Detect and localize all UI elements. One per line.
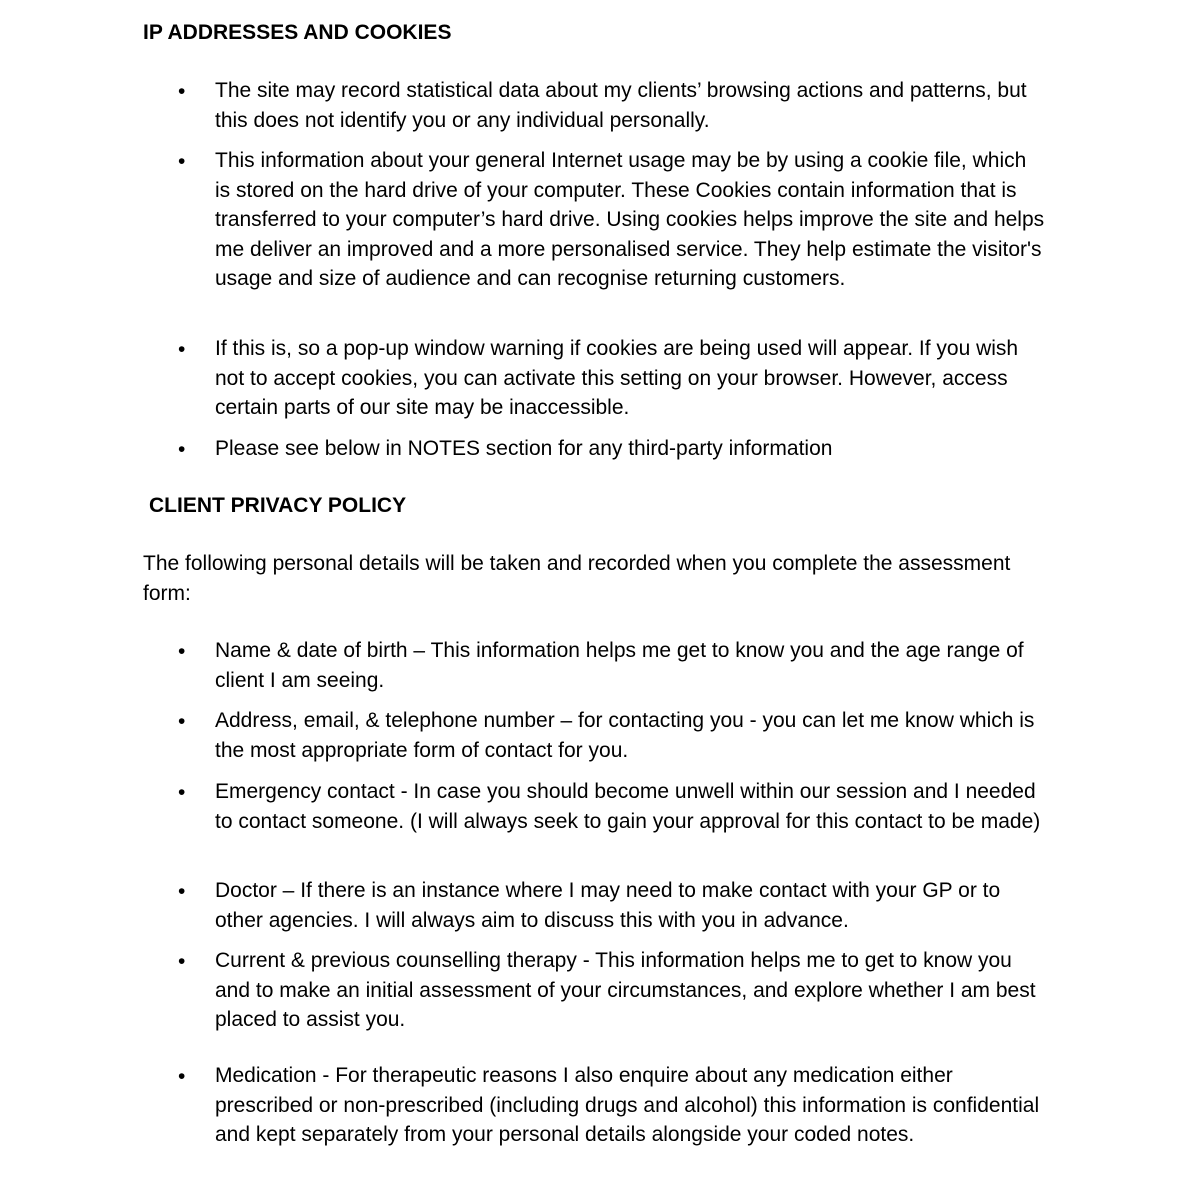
list-item: Doctor – If there is an instance where I may need to make contact with your GP or to other agencies. I will always aim to discuss this with you in advance.	[215, 879, 1001, 932]
bullet-marker: •	[178, 438, 186, 461]
list-item: Address, email, & telephone number – for contacting you - you can let me know which is the most appropriate form of contact for you.	[215, 709, 1035, 762]
list-item: Current & previous counselling therapy - This information helps me to get to know you and to make an initial assessment of your circumstances, and explore whether I am best placed to assist you.	[215, 949, 1036, 1031]
bullet-marker: •	[178, 781, 186, 804]
list-item: Medication - For therapeutic reasons I also enquire about any medication either prescribed or non-prescribed (including drugs and alcohol) this information is confidential and kept separately from your personal details alongside your coded notes.	[215, 1064, 1040, 1146]
bullet-marker: •	[178, 880, 186, 903]
bullet-marker: •	[178, 338, 186, 361]
bullet-marker: •	[178, 640, 186, 663]
list-item: Emergency contact - In case you should become unwell within our session and I needed to contact someone. (I will always seek to gain your approval for this contact to be made)	[215, 780, 1041, 833]
list-item: If this is, so a pop-up window warning if cookies are being used will appear. If you wish not to accept cookies, you can activate this setting on your browser. However, access certain parts of our site may be inaccessible.	[215, 337, 1019, 419]
list-item: Please see below in NOTES section for any third-party information	[215, 437, 833, 460]
list-item: Name & date of birth – This information helps me get to know you and the age range of client I am seeing.	[215, 639, 1024, 692]
bullet-marker: •	[178, 710, 186, 733]
list-item: This information about your general Internet usage may be by using a cookie file, which is stored on the hard drive of your computer. These Cookies contain information that is transferred to your computer’s hard drive. Using cookies helps improve the site and helps me deliver an improved and a more personalised service. They help estimate the visitor's usage and size of audience and can recognise returning customers.	[215, 149, 1045, 290]
section-heading-ip-cookies: IP ADDRESSES AND COOKIES	[143, 21, 452, 44]
bullet-marker: •	[178, 80, 186, 103]
bullet-marker: •	[178, 150, 186, 173]
bullet-marker: •	[178, 950, 186, 973]
section-heading-client-privacy: CLIENT PRIVACY POLICY	[149, 494, 407, 517]
client-privacy-intro: The following personal details will be taken and recorded when you complete the assessment form:	[143, 552, 1011, 605]
bullet-marker: •	[178, 1065, 186, 1088]
list-item: The site may record statistical data about my clients’ browsing actions and patterns, but this does not identify you or any individual personally.	[215, 79, 1027, 132]
